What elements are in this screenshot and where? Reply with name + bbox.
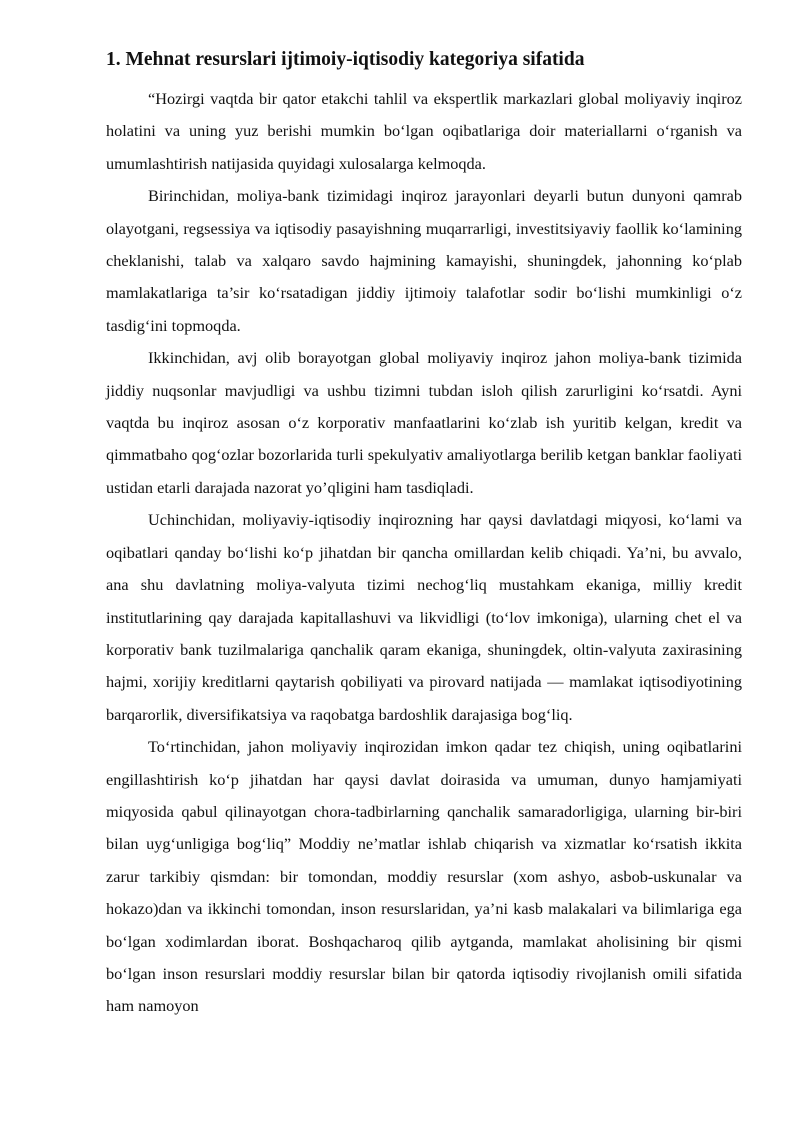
paragraph-intro-quote: “Hozirgi vaqtda bir qator etakchi tahlil va ekspertlik markazlari global moliyaviy inqiroz holatini va uning yuz berishi mumkin bo‘lgan oqibatlariga doir materiallarni o‘rganish va umumlashtirish natijasida quyidagi xulosalarga kelmoqda. [106, 89, 742, 173]
paragraph-fourth-point: To‘rtinchidan, jahon moliyaviy inqirozidan imkon qadar tez chiqish, uning oqibatlarini engillashtirish ko‘p jihatdan har qaysi davlat doirasida va umuman, dunyo hamjamiyati miqyosida qabul qilinayotgan chora-tadbirlarning qanchalik samaradorligiga, ularning bir-biri bilan uyg‘unligiga bog‘liq” Moddiy ne’matlar ishlab chiqarish va xizmatlar ko‘rsatish ikkita zarur tarkibiy qismdan: bir tomondan, moddiy resurslar (xom ashyo, asbob-uskunalar va hokazo)dan va ikkinchi tomondan, inson resurslaridan, ya’ni kasb malakalari va bilimlariga ega bo‘lgan xodimlardan iborat. Boshqacharoq qilib aytganda, mamlakat aholisining bir qismi bo‘lgan inson resurslari moddiy resurslar bilan bir qatorda iqtisodiy rivojlanish omili sifatida ham namoyon [106, 737, 742, 1016]
paragraph-third-point: Uchinchidan, moliyaviy-iqtisodiy inqirozning har qaysi davlatdagi miqyosi, ko‘lami va oqibatlari qanday bo‘lishi ko‘p jihatdan bir qancha omillardan kelib chiqadi. Ya’ni, bu avvalo, ana shu davlatning moliya-valyuta tizimi nechog‘liq mustahkam ekaniga, milliy kredit institutlarining qay darajada kapitallashuvi va likvidligi (to‘lov imkoniga), ularning chet el va korporativ bank tuzilmalariga qanchalik qaram ekaniga, shuningdek, oltin-valyuta zaxirasining hajmi, xorijiy kreditlarni qaytarish qobiliyati va pirovard natijada — mamlakat iqtisodiyotining barqarorlik, diversifikatsiya va raqobatga bardoshlik darajasiga bog‘liq. [106, 510, 742, 724]
section-heading: 1. Mehnat resurslari ijtimoiy-iqtisodiy kategoriya sifatida [106, 49, 585, 70]
document-page [106, 46, 742, 1023]
paragraph-first-point: Birinchidan, moliya-bank tizimidagi inqiroz jarayonlari deyarli butun dunyoni qamrab olayotgani, regsessiya va iqtisodiy pasayishning muqarrarligi, investitsiyaviy faollik ko‘lamining cheklanishi, talab va xalqaro savdo hajmining kamayishi, shuningdek, jahonning ko‘plab mamlakatlariga ta’sir ko‘rsatadigan jiddiy ijtimoiy talafotlar sodir bo‘lishi mumkinligi o‘z tasdig‘ini topmoqda. [106, 186, 742, 335]
paragraph-second-point: Ikkinchidan, avj olib borayotgan global moliyaviy inqiroz jahon moliya-bank tizimida jiddiy nuqsonlar mavjudligi va ushbu tizimni tubdan isloh qilish zarurligini ko‘rsatdi. Ayni vaqtda bu inqiroz asosan o‘z korporativ manfaatlarini ko‘zlab ish yuritib kelgan, kredit va qimmatbaho qog‘ozlar bozorlarida turli spekulyativ amaliyotlarga berilib ketgan banklar faoliyati ustidan etarli darajada nazorat yo’qligini ham tasdiqladi. [106, 348, 742, 497]
